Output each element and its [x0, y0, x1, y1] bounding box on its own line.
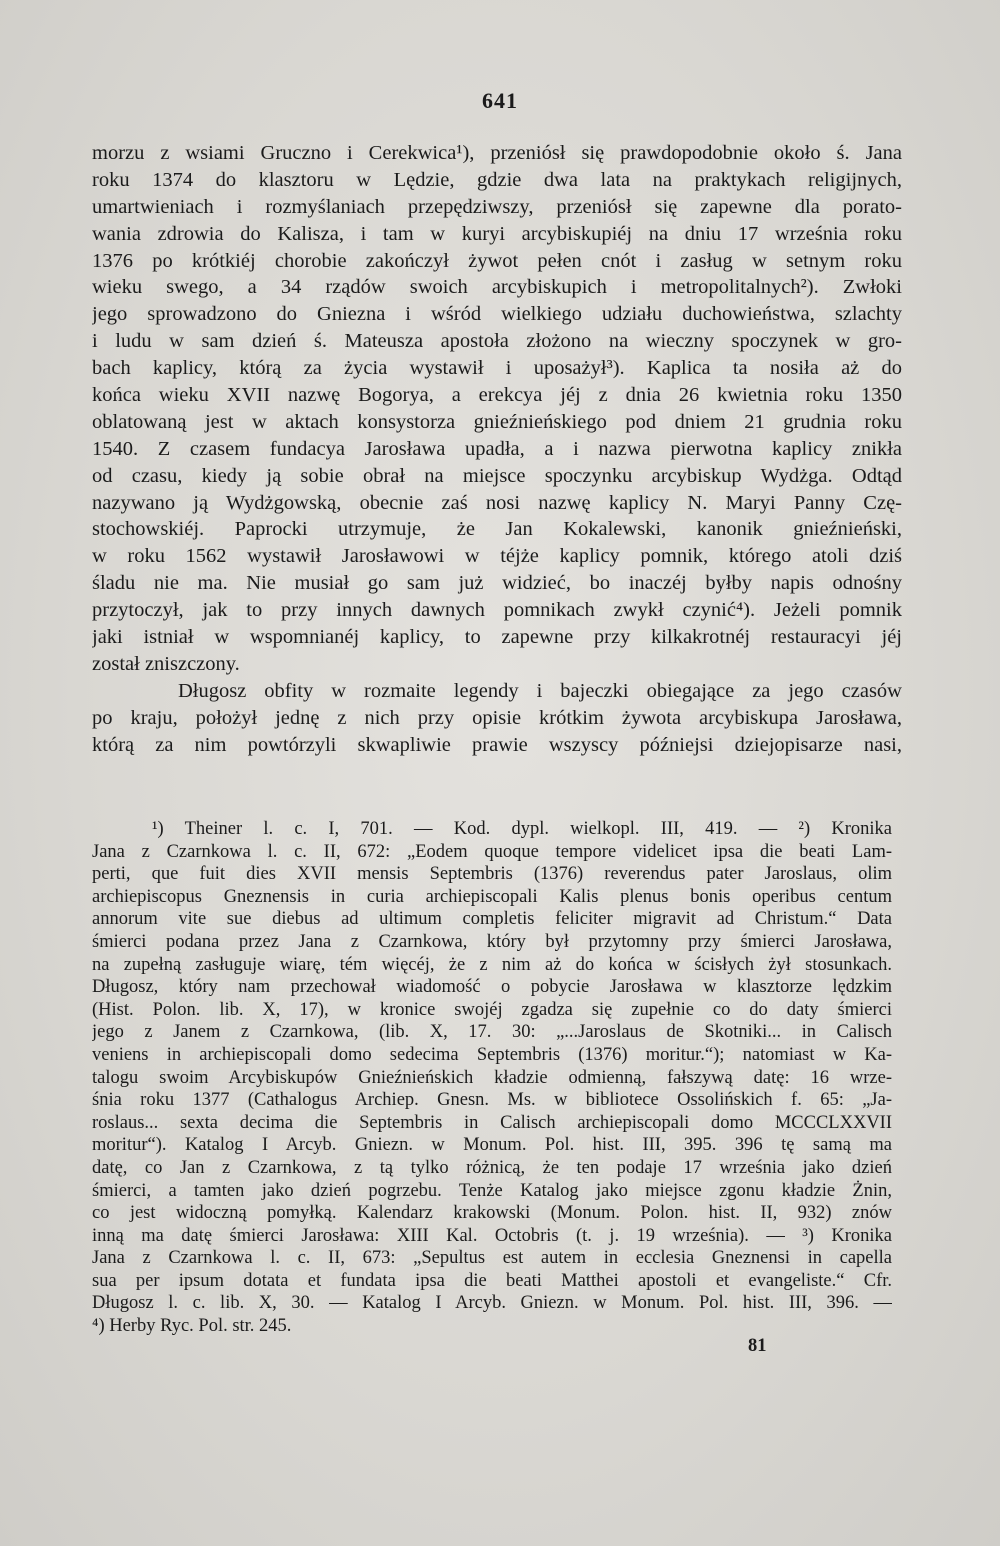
body-line: po kraju, położył jednę z nich przy opisie krótkim żywota arcybiskupa Jarosława, [92, 706, 902, 729]
footnote-line: co jest widoczną pomyłką. Kalendarz krakowski (Monum. Polon. hist. II, 932) znów [92, 1203, 892, 1224]
body-line: umartwieniach i rozmyślaniach przepędziwszy, przeniósł się zapewne dla porato- [92, 195, 902, 218]
body-line: Długosz obfity w rozmaite legendy i bajeczki obiegające za jego czasów [178, 679, 902, 702]
footnote-line: sua per ipsum dotata et fundata ipsa die beati Matthei apostoli et evangeliste.“ Cfr. [92, 1270, 892, 1291]
page-number: 641 [482, 88, 518, 113]
body-line: od czasu, kiedy ją sobie obrał na miejsce spoczynku arcybiskup Wydżga. Odtąd [92, 464, 902, 487]
body-line: 1540. Z czasem fundacya Jarosława upadła, a i nazwa pierwotna kaplicy znikła [92, 437, 902, 460]
body-line: przytoczył, jak to przy innych dawnych pomnikach zwykł czynić⁴). Jeżeli pomnik [92, 599, 902, 622]
footnote-line: śnia roku 1377 (Cathalogus Archiep. Gnesn. Ms. w bibliotece Ossolińskich f. 65: „Ja- [92, 1090, 892, 1111]
body-line: został zniszczony. [92, 652, 240, 675]
body-line: 1376 po krótkiéj chorobie zakończył żywot pełen cnót i zasług w setnym roku [92, 249, 902, 272]
body-line: śladu nie ma. Nie musiał go sam już widzieć, bo inaczéj byłby napis odnośny [92, 572, 902, 595]
footnote-line: roslaus... sexta decima die Septembris in Calisch archiepiscopali domo MCCCLXXVII [92, 1112, 892, 1133]
body-line: którą za nim powtórzyli skwapliwie prawie wszyscy późniejsi dziejopisarze nasi, [92, 733, 902, 756]
footnote-line: annorum vite sue diebus ad ultimum completis feliciter migravit ad Christum.“ Data [92, 909, 892, 930]
body-text [92, 140, 902, 758]
body-line: nazywano ją Wydżgowską, obecnie zaś nosi nazwę kaplicy N. Maryi Panny Czę- [92, 491, 902, 514]
body-line: końca wieku XVII nazwę Bogorya, a erekcya jéj z dnia 26 kwietnia roku 1350 [92, 384, 902, 407]
footnote-line: talogu swoim Arcybiskupów Gnieźnieńskich kładzie odmienną, fałszywą datę: 16 wrze- [92, 1067, 892, 1088]
body-line: jego sprowadzono do Gniezna i wśród wielkiego udziału duchowieństwa, szlachty [92, 303, 902, 326]
footnote-line: Jana z Czarnkowa l. c. II, 672: „Eodem quoque tempore videlicet ipsa die beati Lam- [92, 841, 892, 862]
body-line: i ludu w sam dzień ś. Mateusza apostoła złożono na wieczny spoczynek w gro- [92, 330, 902, 353]
body-line: oblatowaną jest w aktach konsystorza gnieźnieńskiego pod dniem 21 grudnia roku [92, 410, 902, 433]
footnote-line: inną ma datę śmierci Jarosława: XIII Kal. Octobris (t. j. 19 września). — ³) Kronika [92, 1225, 892, 1246]
body-line: bach kaplicy, którą za życia wystawił i uposażył³). Kaplica ta nosiła aż do [92, 357, 902, 380]
footnote-line: (Hist. Polon. lib. X, 17), w kronice swojéj zgadza się zupełnie co do daty śmierci [92, 999, 892, 1020]
footnote-line: veniens in archiepiscopali domo sedecima Septembris (1376) moritur.“); natomiast w Ka- [92, 1044, 892, 1065]
footnote-line: moritur“). Katalog I Arcyb. Gniezn. w Monum. Pol. hist. III, 395. 396 tę samą ma [92, 1135, 892, 1156]
body-line: wieku swego, a 34 rządów swoich arcybiskupich i metropolitalnych²). Zwłoki [92, 276, 902, 299]
footnote-line: archiepiscopus Gneznensis in curia archiepiscopali Kalis plenus bonis operibus centum [92, 886, 892, 907]
footnote-line: perti, que fuit dies XVII mensis Septembris (1376) reverendus pater Jaroslaus, olim [92, 864, 892, 885]
body-line: wania zdrowia do Kalisza, i tam w kuryi arcybiskupiéj na dniu 17 września roku [92, 222, 902, 245]
footnote-line: na zupełną zasługuje wiarę, tém więcéj, że z nim aż do końca w ścisłych żył stosunkach. [92, 954, 892, 975]
footnote-line: datę, co Jan z Czarnkowa, z tą tylko różnicą, że ten podaje 17 września jako dzień [92, 1157, 892, 1178]
footnote-line: Długosz, który nam przechował wiadomość o pobycie Jarosława w klasztorze lędzkim [92, 977, 892, 998]
footnote-line: Jana z Czarnkowa l. c. II, 673: „Sepultus est autem in ecclesia Gneznensi in capella [92, 1248, 892, 1269]
footnotes [92, 818, 892, 1338]
footnote-line: ⁴) Herby Ryc. Pol. str. 245. [92, 1316, 292, 1337]
body-line: roku 1374 do klasztoru w Lędzie, gdzie dwa lata na praktykach religijnych, [92, 168, 902, 191]
body-line: stochowskiéj. Paprocki utrzymuje, że Jan Kokalewski, kanonik gnieźnieński, [92, 518, 902, 541]
body-line: w roku 1562 wystawił Jarosławowi w téjże kaplicy pomnik, którego atoli dziś [92, 545, 902, 568]
footnote-line: jego z Janem z Czarnkowa, (lib. X, 17. 30: „...Jaroslaus de Skotniki... in Calisch [92, 1022, 892, 1043]
printer-signature: 81 [748, 1336, 767, 1356]
footnote-line: śmierci, a tamten jako dzień pogrzebu. Tenże Katalog jako miejsce zgonu kładzie Żnin, [92, 1180, 892, 1201]
body-line: morzu z wsiami Gruczno i Cerekwica¹), przeniósł się prawdopodobnie około ś. Jana [92, 142, 902, 164]
footnote-line: Długosz l. c. lib. X, 30. — Katalog I Arcyb. Gniezn. w Monum. Pol. hist. III, 396. — [92, 1293, 892, 1314]
footnote-line: ¹) Theiner l. c. I, 701. — Kod. dypl. wielkopl. III, 419. — ²) Kronika [152, 819, 892, 839]
footnote-line: śmierci podana przez Jana z Czarnkowa, który był przytomny przy śmierci Jarosława, [92, 931, 892, 952]
body-line: jaki istniał w wspomnianéj kaplicy, to zapewne przy kilkakrotnéj restauracyi jéj [92, 626, 902, 649]
